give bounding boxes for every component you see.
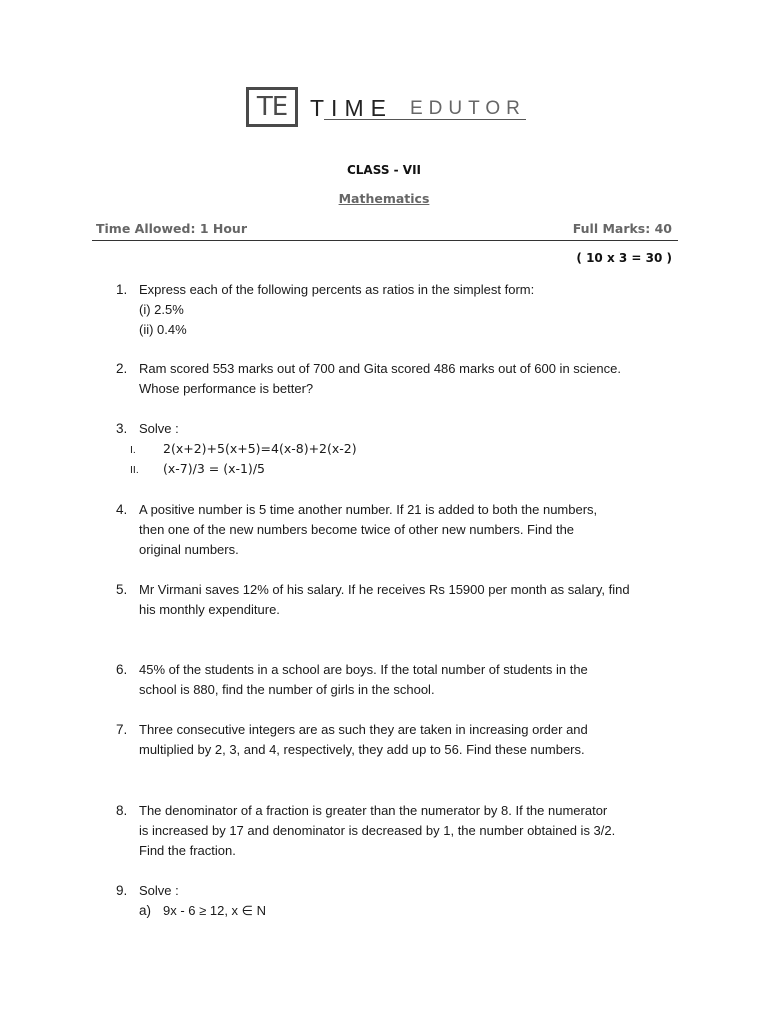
question-4 [116, 500, 681, 560]
question-2 [116, 359, 681, 399]
question-number: 9. [116, 883, 128, 898]
sub-question [116, 439, 681, 459]
question-number: 6. [116, 662, 128, 677]
sub-question [116, 459, 681, 479]
header-divider [92, 240, 678, 241]
sub-label: I. [130, 444, 136, 456]
question-number: 4. [116, 502, 128, 517]
sub-text: 2(x+2)+5(x+5)=4(x-8)+2(x-2) [163, 441, 357, 456]
question-text: Find the fraction. [139, 843, 236, 858]
question-text: Ram scored 553 marks out of 700 and Gita scored 486 marks out of 600 in science. [139, 361, 621, 376]
question-text: (i) 2.5% [139, 302, 184, 317]
logo-word-edutor: EDUTOR [410, 98, 526, 119]
logo-underline [324, 119, 526, 120]
question-text: A positive number is 5 time another number. If 21 is added to both the numbers, [139, 502, 598, 517]
question-7 [116, 720, 681, 760]
sub-text: 9x - 6 ≥ 12, x ∈ N [163, 903, 266, 918]
sub-question [116, 901, 681, 921]
question-text: (ii) 0.4% [139, 322, 187, 337]
logo-word-time: TIME [310, 95, 393, 121]
question-text: 45% of the students in a school are boys. If the total number of students in the [139, 662, 588, 677]
question-text: then one of the new numbers become twice of other new numbers. Find the [139, 522, 575, 537]
question-number: 8. [116, 803, 128, 818]
marks-scheme: ( 10 x 3 = 30 ) [576, 251, 672, 265]
question-text: The denominator of a fraction is greater than the numerator by 8. If the numerator [139, 803, 608, 818]
question-1 [116, 280, 681, 340]
question-9 [116, 881, 681, 921]
question-text: Three consecutive integers are as such they are taken in increasing order and [139, 722, 588, 737]
subject-text: Mathematics [338, 191, 430, 206]
class-line: CLASS - VII [346, 163, 422, 177]
question-text: original numbers. [139, 542, 239, 557]
question-3 [116, 419, 681, 479]
question-text: Solve : [139, 421, 179, 436]
sub-label: a) [139, 903, 152, 918]
question-text: Express each of the following percents as ratios in the simplest form: [139, 282, 535, 297]
question-8 [116, 801, 681, 861]
sub-text: (x-7)/3 = (x-1)/5 [163, 461, 265, 476]
sub-label: II. [130, 464, 139, 476]
logo-mark: TE [246, 87, 298, 127]
question-6 [116, 660, 681, 700]
question-number: 1. [116, 282, 128, 297]
question-number: 2. [116, 361, 128, 376]
question-text: school is 880, find the number of girls in the school. [139, 682, 435, 697]
subject-title [0, 191, 768, 206]
time-allowed: Time Allowed: 1 Hour [96, 221, 247, 236]
full-marks: Full Marks: 40 [572, 221, 672, 236]
question-5 [116, 580, 681, 620]
question-number: 3. [116, 421, 128, 436]
question-text: Whose performance is better? [139, 381, 314, 396]
question-text: Mr Virmani saves 12% of his salary. If he receives Rs 15900 per month as salary, find [139, 582, 630, 597]
question-number: 7. [116, 722, 128, 737]
question-text: is increased by 17 and denominator is decreased by 1, the number obtained is 3/2. [139, 823, 616, 838]
question-number: 5. [116, 582, 128, 597]
question-text: his monthly expenditure. [139, 602, 280, 617]
question-text: Solve : [139, 883, 179, 898]
question-text: multiplied by 2, 3, and 4, respectively, they add up to 56. Find these numbers. [139, 742, 585, 757]
